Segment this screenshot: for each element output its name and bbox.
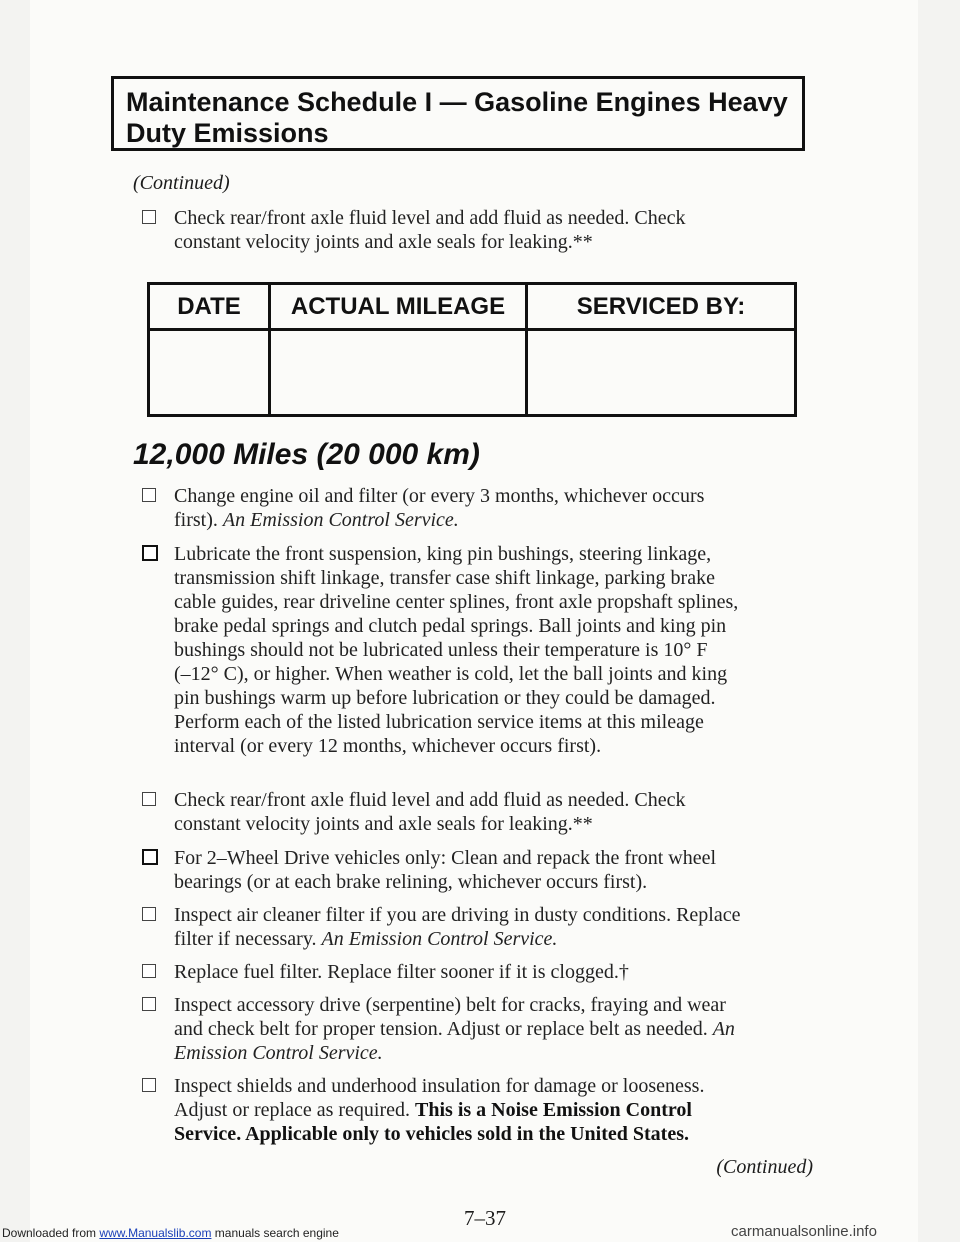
item-text-line: bushings should not be lubricated unless their temperature is 10° F (174, 639, 708, 661)
serviced-by-cell[interactable] (527, 330, 796, 416)
service-log-table (147, 282, 797, 417)
section-heading: 12,000 Miles (20 000 km) (133, 438, 480, 471)
continued-label-bottom: (Continued) (716, 1156, 813, 1178)
footer-prefix: Downloaded from (2, 1226, 97, 1240)
page-title-line1: Maintenance Schedule I — Gasoline Engines Heavy (126, 87, 788, 117)
watermark-text: carmanualsonline.info (731, 1223, 877, 1240)
checkbox-icon[interactable] (142, 545, 158, 561)
table-row (149, 330, 796, 416)
noise-emission-note: This is a Noise Emission Control (415, 1099, 692, 1121)
date-cell[interactable] (149, 330, 270, 416)
page-title-line2: Duty Emissions (126, 118, 329, 148)
checkbox-icon[interactable] (142, 907, 156, 921)
item-text-line: constant velocity joints and axle seals for leaking.** (174, 231, 593, 253)
page-number: 7–37 (464, 1206, 506, 1230)
checkbox-icon[interactable] (142, 792, 156, 806)
checkbox-icon[interactable] (142, 849, 158, 865)
checkbox-icon[interactable] (142, 1078, 156, 1092)
item-text-line: pin bushings warm up before lubrication or they could be damaged. (174, 687, 716, 709)
item-text-line: cable guides, rear driveline center splines, front axle propshaft splines, (174, 591, 739, 613)
item-text-line: Inspect accessory drive (serpentine) belt for cracks, fraying and wear (174, 994, 726, 1016)
item-text-line: and check belt for proper tension. Adjust or replace belt as needed. (174, 1018, 708, 1040)
item-text-line: filter if necessary. (174, 928, 317, 950)
column-header-date: DATE (149, 284, 270, 330)
checkbox-icon[interactable] (142, 488, 156, 502)
item-text-line: Check rear/front axle fluid level and add fluid as needed. Check (174, 789, 686, 811)
item-text-line: Replace fuel filter. Replace filter sooner if it is clogged.† (174, 961, 629, 983)
item-text-line: For 2–Wheel Drive vehicles only: Clean and repack the front wheel (174, 847, 717, 869)
item-text-line: Change engine oil and filter (or every 3 months, whichever occurs (174, 485, 705, 507)
emission-note: Emission Control Service. (174, 1042, 383, 1064)
item-text-line: transmission shift linkage, transfer case shift linkage, parking brake (174, 567, 715, 589)
item-text-line: (–12° C), or higher. When weather is cold, let the ball joints and king (174, 663, 728, 685)
item-text-line: Perform each of the listed lubrication service items at this mileage (174, 711, 704, 733)
column-header-serviced-by: SERVICED BY: (527, 284, 796, 330)
checkbox-icon[interactable] (142, 997, 156, 1011)
item-text-line: constant velocity joints and axle seals for leaking.** (174, 813, 593, 835)
download-footer (2, 1226, 339, 1240)
page-title-box (111, 76, 805, 151)
item-text-line: Inspect air cleaner filter if you are driving in dusty conditions. Replace (174, 904, 741, 926)
checkbox-icon[interactable] (142, 964, 156, 978)
mileage-cell[interactable] (270, 330, 527, 416)
checkbox-icon[interactable] (142, 210, 156, 224)
column-header-mileage: ACTUAL MILEAGE (270, 284, 527, 330)
item-text-line: Lubricate the front suspension, king pin bushings, steering linkage, (174, 543, 712, 565)
emission-note: An Emission Control Service. (222, 509, 459, 531)
item-text-line: bearings (or at each brake relining, whichever occurs first). (174, 871, 648, 893)
item-text-line: interval (or every 12 months, whichever occurs first). (174, 735, 602, 757)
emission-note: An (712, 1018, 735, 1040)
noise-emission-note: Service. Applicable only to vehicles sold in the United States. (174, 1123, 689, 1145)
continued-label-top: (Continued) (133, 172, 230, 194)
emission-note: An Emission Control Service. (321, 928, 558, 950)
item-text-line: Adjust or replace as required. (174, 1099, 411, 1121)
item-text-line: Inspect shields and underhood insulation for damage or looseness. (174, 1075, 705, 1097)
manualslib-link[interactable]: www.Manualslib.com (99, 1226, 212, 1240)
item-text-line: Check rear/front axle fluid level and add fluid as needed. Check (174, 207, 686, 229)
footer-suffix: manuals search engine (214, 1226, 339, 1240)
item-text-line: brake pedal springs and clutch pedal springs. Ball joints and king pin (174, 615, 727, 637)
item-text-line: first). (174, 509, 218, 531)
